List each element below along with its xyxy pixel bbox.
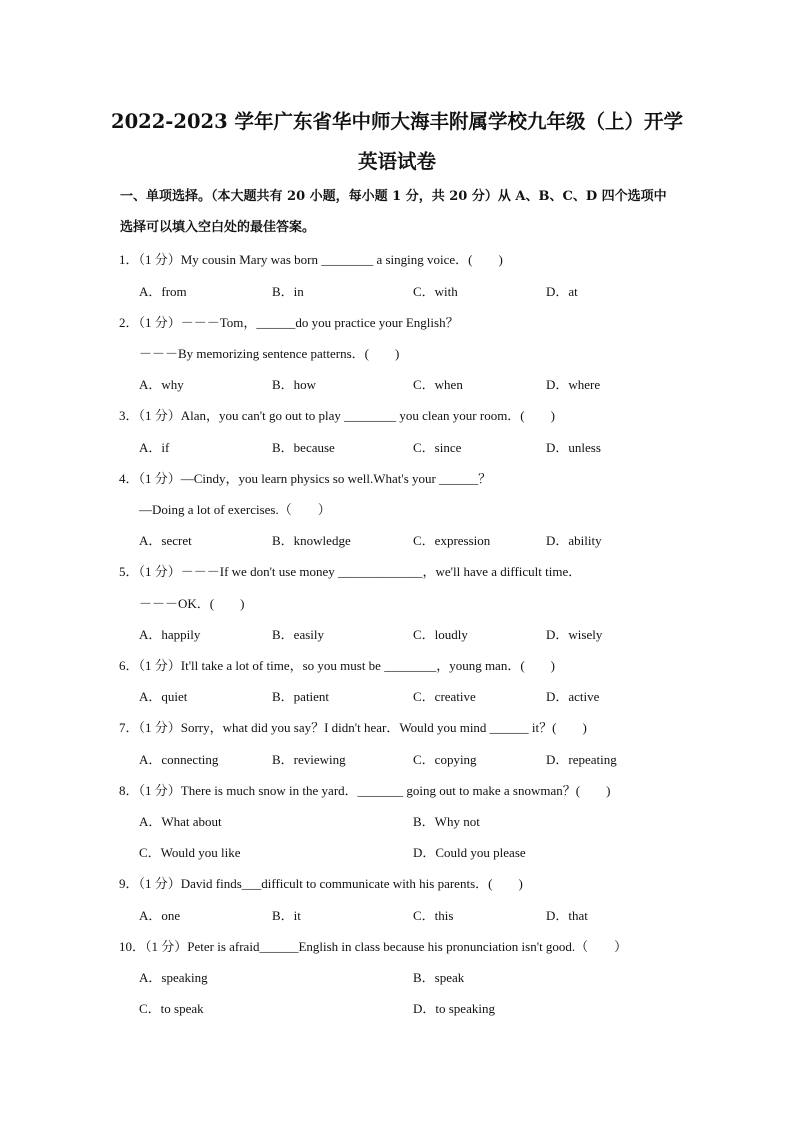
question-3-option-d: D．unless xyxy=(546,440,601,455)
question-1-option-a: A．from xyxy=(139,284,187,299)
question-9-option-c: C．this xyxy=(413,908,454,923)
question-8-option-d: D．Could you please xyxy=(413,845,526,860)
question-7-option-b: B．reviewing xyxy=(272,752,346,767)
question-5-option-c: C．loudly xyxy=(413,627,468,642)
question-9-option-b: B．it xyxy=(272,908,301,923)
question-2-reply: －－－By memorizing sentence patterns．( ) xyxy=(139,346,400,361)
question-5-reply: －－－OK．( ) xyxy=(139,596,245,611)
question-4-option-d: D．ability xyxy=(546,533,602,548)
question-5-option-b: B．easily xyxy=(272,627,324,642)
question-2-option-b: B．how xyxy=(272,377,317,392)
question-1-option-d: D．at xyxy=(546,284,578,299)
question-10-option-d: D．to speaking xyxy=(413,1001,495,1016)
question-4-stem: 4．（1 分）—Cindy，you learn physics so well.What's your ______？ xyxy=(119,471,492,486)
question-5-stem: 5．（1 分）－－－If we don't use money _____________，we'll have a difficult time． xyxy=(119,564,582,579)
question-7-stem: 7．（1 分）Sorry，what did you say？I didn't hear．Would you mind ______ it？( ) xyxy=(119,720,587,735)
question-9-stem: 9．（1 分）David finds___difficult to communicate with his parents．( ) xyxy=(119,876,523,891)
question-4-option-a: A．secret xyxy=(139,533,192,548)
question-2-stem: 2．（1 分）－－－Tom，______do you practice your English？ xyxy=(119,315,459,330)
question-3-stem: 3．（1 分）Alan，you can't go out to play ________ you clean your room．( ) xyxy=(119,408,555,423)
section-instructions-line-2: 选择可以填入空白处的最佳答案。 xyxy=(120,220,316,235)
question-8-option-c: C．Would you like xyxy=(139,845,241,860)
question-8-option-a: A．What about xyxy=(139,814,222,829)
question-10-option-b: B．speak xyxy=(413,970,465,985)
question-9-option-d: D．that xyxy=(546,908,588,923)
question-10-stem: 10．（1 分）Peter is afraid______English in class because his pronunciation isn't good.（ ） xyxy=(119,939,628,954)
question-5-option-a: A．happily xyxy=(139,627,201,642)
question-2-option-d: D．where xyxy=(546,377,601,392)
question-8-stem: 8．（1 分）There is much snow in the yard．_______ going out to make a snowman？( ) xyxy=(119,783,611,798)
question-6-option-a: A．quiet xyxy=(139,689,188,704)
question-1-stem: 1．（1 分）My cousin Mary was born ________ a singing voice．( ) xyxy=(119,252,503,267)
question-8-option-b: B．Why not xyxy=(413,814,480,829)
question-2-option-a: A．why xyxy=(139,377,184,392)
paper-title-line-2: 英语试卷 xyxy=(357,150,436,173)
paper-title-line-1: 2022-2023 学年广东省华中师大海丰附属学校九年级（上）开学 xyxy=(111,110,683,133)
section-instructions-line-1: 一、单项选择。（本大题共有 20 小题，每小题 1 分，共 20 分）从 A、B、C、D 四个选项中 xyxy=(120,189,667,204)
question-4-option-c: C．expression xyxy=(413,533,491,548)
question-3-option-b: B．because xyxy=(272,440,335,455)
question-1-option-c: C．with xyxy=(413,284,458,299)
question-3-option-a: A．if xyxy=(139,440,170,455)
question-3-option-c: C．since xyxy=(413,440,462,455)
question-9-option-a: A．one xyxy=(139,908,181,923)
section-instructions xyxy=(120,181,690,243)
question-7-option-a: A．connecting xyxy=(139,752,219,767)
question-7-option-d: D．repeating xyxy=(546,752,617,767)
question-2-option-c: C．when xyxy=(413,377,463,392)
question-6-stem: 6．（1 分）It'll take a lot of time，so you must be ________，young man．( ) xyxy=(119,658,555,673)
question-4-option-b: B．knowledge xyxy=(272,533,351,548)
question-6-option-d: D．active xyxy=(546,689,600,704)
question-10-option-c: C．to speak xyxy=(139,1001,204,1016)
question-6-option-c: C．creative xyxy=(413,689,476,704)
question-10-option-a: A．speaking xyxy=(139,970,208,985)
question-6-option-b: B．patient xyxy=(272,689,330,704)
question-5-option-d: D．wisely xyxy=(546,627,603,642)
question-7-option-c: C．copying xyxy=(413,752,477,767)
question-4-reply: —Doing a lot of exercises.（ ） xyxy=(139,502,331,517)
question-1-option-b: B．in xyxy=(272,284,304,299)
